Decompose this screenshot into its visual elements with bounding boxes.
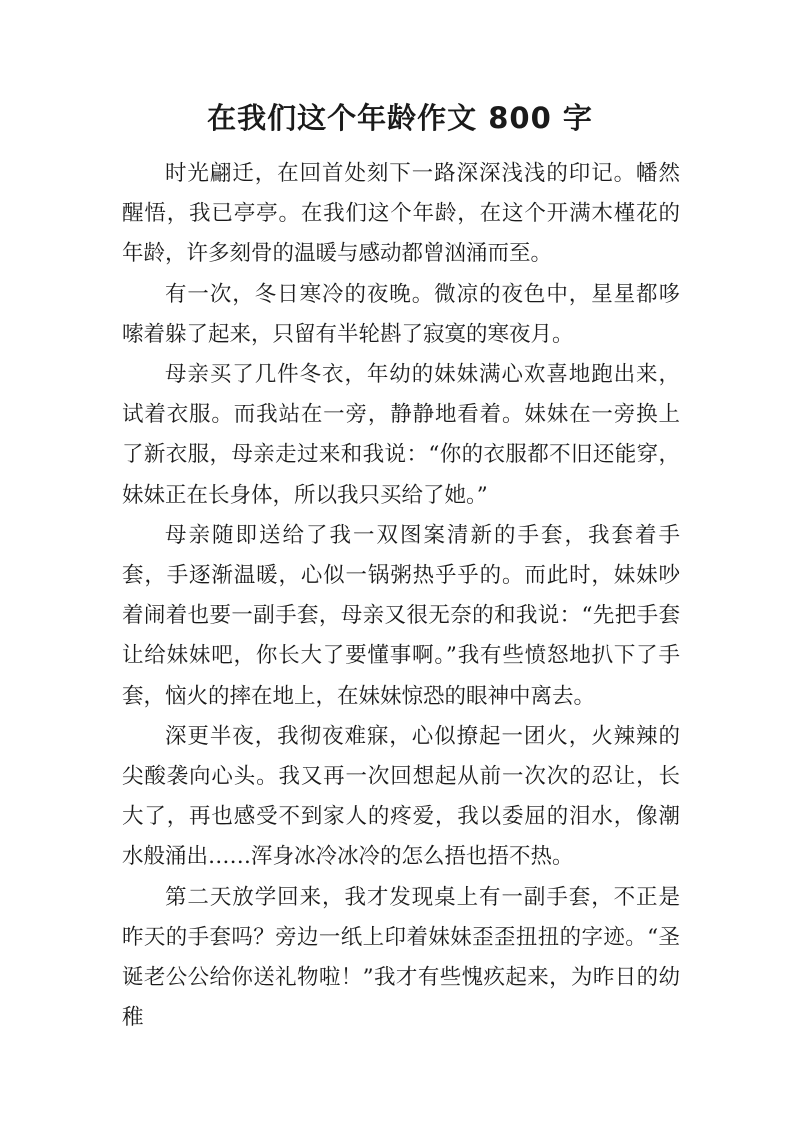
paragraph: 母亲买了几件冬衣，年幼的妹妹满心欢喜地跑出来，试着衣服。而我站在一旁，静静地看着。妹妹在一旁换上了新衣服，母亲走过来和我说：“你的衣服都不旧还能穿，妹妹正在长身体，所以我只买给了她。”: [122, 362, 680, 508]
paragraph: 深更半夜，我彻夜难寐，心似撩起一团火，火辣辣的尖酸袭向心头。我又再一次回想起从前一次次的忍让，长大了，再也感受不到家人的疼爱，我以委屈的泪水，像潮水般涌出……浑身冰冷冰冷的怎么捂也捂不热。: [122, 723, 680, 870]
document-body: [122, 154, 680, 1038]
document-title: 在我们这个年龄作文 800 字: [207, 101, 593, 135]
paragraph: 时光翩迁，在回首处刻下一路深深浅浅的印记。幡然醒悟，我已亭亭。在我们这个年龄，在这个开满木槿花的年龄，许多刻骨的温暖与感动都曾汹涌而至。: [122, 161, 680, 267]
paragraph: 第二天放学回来，我才发现桌上有一副手套，不正是昨天的手套吗？旁边一纸上印着妹妹歪歪扭扭的字迹。“圣诞老公公给你送礼物啦！”我才有些愧疚起来，为昨日的幼稚: [122, 884, 680, 1031]
paragraph: 有一次，冬日寒冷的夜晚。微凉的夜色中，星星都哆嗦着躲了起来，只留有半轮斟了寂寞的寒夜月。: [122, 281, 680, 347]
paragraph: 母亲随即送给了我一双图案清新的手套，我套着手套，手逐渐温暖，心似一锅粥热乎乎的。而此时，妹妹吵着闹着也要一副手套，母亲又很无奈的和我说：“先把手套让给妹妹吧，你长大了要懂事啊。”我有些愤怒地扒下了手套，恼火的摔在地上，在妹妹惊恐的眼神中离去。: [122, 522, 680, 709]
